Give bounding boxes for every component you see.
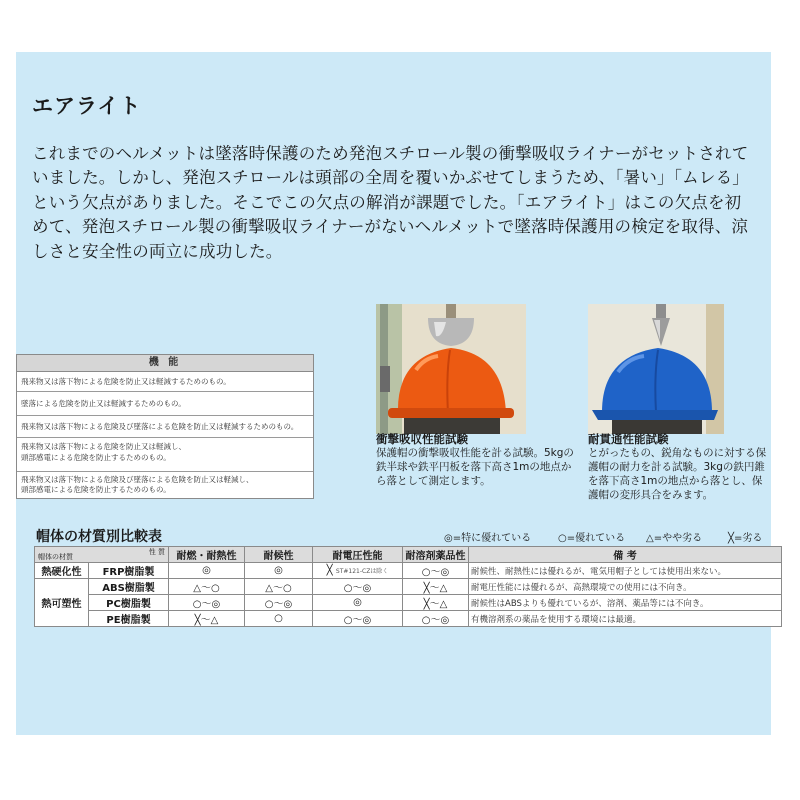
legend-good: ○=優れている (558, 533, 626, 544)
test-description: 保護帽の衝撃吸収性能を計る試験。5kgの鉄半球や鉄平円板を落下高さ1mの地点から落として測定します。 (376, 447, 574, 487)
table-row (35, 595, 782, 611)
penetration-test-caption (588, 432, 768, 502)
page-title: エアライト (32, 94, 142, 118)
voltage-cell (313, 563, 403, 579)
voltage-cell: ○～◎ (313, 579, 403, 595)
function-row-line: 頭部感電による危険を防止するためのもの。 (21, 485, 171, 494)
weather-cell: ◎ (245, 563, 313, 579)
function-row (17, 472, 313, 498)
weather-cell: ○～◎ (245, 595, 313, 611)
corner-cell (35, 547, 169, 563)
impact-test-photo (376, 304, 526, 434)
heat-cell: ○～◎ (169, 595, 245, 611)
weather-cell: ○ (245, 611, 313, 627)
function-row: 墜落による危険を防止又は軽減するためのもの。 (17, 392, 313, 416)
function-row-line: 飛来物又は落下物による危険及び墜落による危険を防止又は軽減し、 (21, 475, 254, 484)
function-row-line: 頭部感電による危険を防止するためのもの。 (21, 453, 171, 462)
function-table (16, 354, 314, 499)
content-panel (16, 52, 771, 735)
test-title: 耐貫通性能試験 (588, 432, 669, 446)
heat-cell: △～○ (169, 579, 245, 595)
legend-fair: △=やや劣る (646, 533, 703, 544)
table-header-row (35, 547, 782, 563)
test-description: とがったもの、鋭角なものに対する保護帽の耐力を計る試験。3kgの鉄円錐を落下高さ1mの地点から落とし、保護帽の変形具合をみます。 (588, 447, 767, 501)
remark-cell: 耐候性はABSよりも優れているが、溶剤、薬品等には不向き。 (469, 595, 782, 611)
function-row-line: 飛来物又は落下物による危険を防止又は軽減し、 (21, 442, 186, 451)
solvent-cell: ╳～△ (403, 579, 469, 595)
material-cell: ABS樹脂製 (89, 579, 169, 595)
heat-cell: ╳～△ (169, 611, 245, 627)
heat-cell: ◎ (169, 563, 245, 579)
remark-cell: 耐電圧性能には優れるが、高熱環境での使用には不向き。 (469, 579, 782, 595)
test-title: 衝撃吸収性能試験 (376, 432, 468, 446)
function-table-header: 機 能 (17, 355, 313, 372)
remark-cell: 有機溶剤系の薬品を使用する環境には最適。 (469, 611, 782, 627)
intro-paragraph: これまでのヘルメットは墜落時保護のため発泡スチロール製の衝撃吸収ライナーがセットされていました。しかし、発泡スチロールは頭部の全周を覆いかぶせてしまうため、「暑い」「ムレる」という欠点がありました。そこでこの欠点の解消が課題でした。「エアライト」はこの欠点を初めて、発泡スチロール製の衝撃吸収ライナーがないヘルメットで墜落時保護用の検定を取得、涼しさと安全性の両立に成功した。 (32, 144, 749, 261)
voltage-cell: ○～◎ (313, 611, 403, 627)
voltage-note: ST#121-CZは除く (335, 568, 389, 575)
penetration-test-photo (588, 304, 724, 434)
column-header: 耐電圧性能 (313, 547, 403, 563)
voltage-value: ╳ (326, 565, 333, 576)
function-row: 飛来物又は落下物による危険及び墜落による危険を防止又は軽減するためのもの。 (17, 416, 313, 438)
weather-cell: △～○ (245, 579, 313, 595)
solvent-cell: ╳～△ (403, 595, 469, 611)
column-header: 耐溶剤薬品性 (403, 547, 469, 563)
material-cell: FRP樹脂製 (89, 563, 169, 579)
comparison-table (34, 546, 782, 627)
remark-cell: 耐候性、耐熱性には優れるが、電気用帽子としては使用出来ない。 (469, 563, 782, 579)
legend-excellent: ◎=特に優れている (444, 533, 532, 544)
column-header: 耐候性 (245, 547, 313, 563)
voltage-cell: ◎ (313, 595, 403, 611)
table-row (35, 611, 782, 627)
group-label: 熱可塑性 (35, 579, 89, 627)
column-header: 耐燃・耐熱性 (169, 547, 245, 563)
table-row (35, 563, 782, 579)
legend-poor: ╳=劣る (728, 533, 763, 544)
material-cell: PC樹脂製 (89, 595, 169, 611)
table-row (35, 579, 782, 595)
solvent-cell: ○～◎ (403, 611, 469, 627)
solvent-cell: ○～◎ (403, 563, 469, 579)
corner-top-label: 性 質 (148, 548, 165, 556)
material-cell: PE樹脂製 (89, 611, 169, 627)
group-label: 熱硬化性 (35, 563, 89, 579)
comparison-title: 帽体の材質別比較表 (36, 529, 162, 545)
column-header: 備 考 (469, 547, 782, 563)
impact-test-caption (376, 432, 576, 488)
function-row (17, 438, 313, 472)
corner-bottom-label: 帽体の材質 (38, 553, 73, 561)
function-row: 飛来物又は落下物による危険を防止又は軽減するためのもの。 (17, 372, 313, 392)
